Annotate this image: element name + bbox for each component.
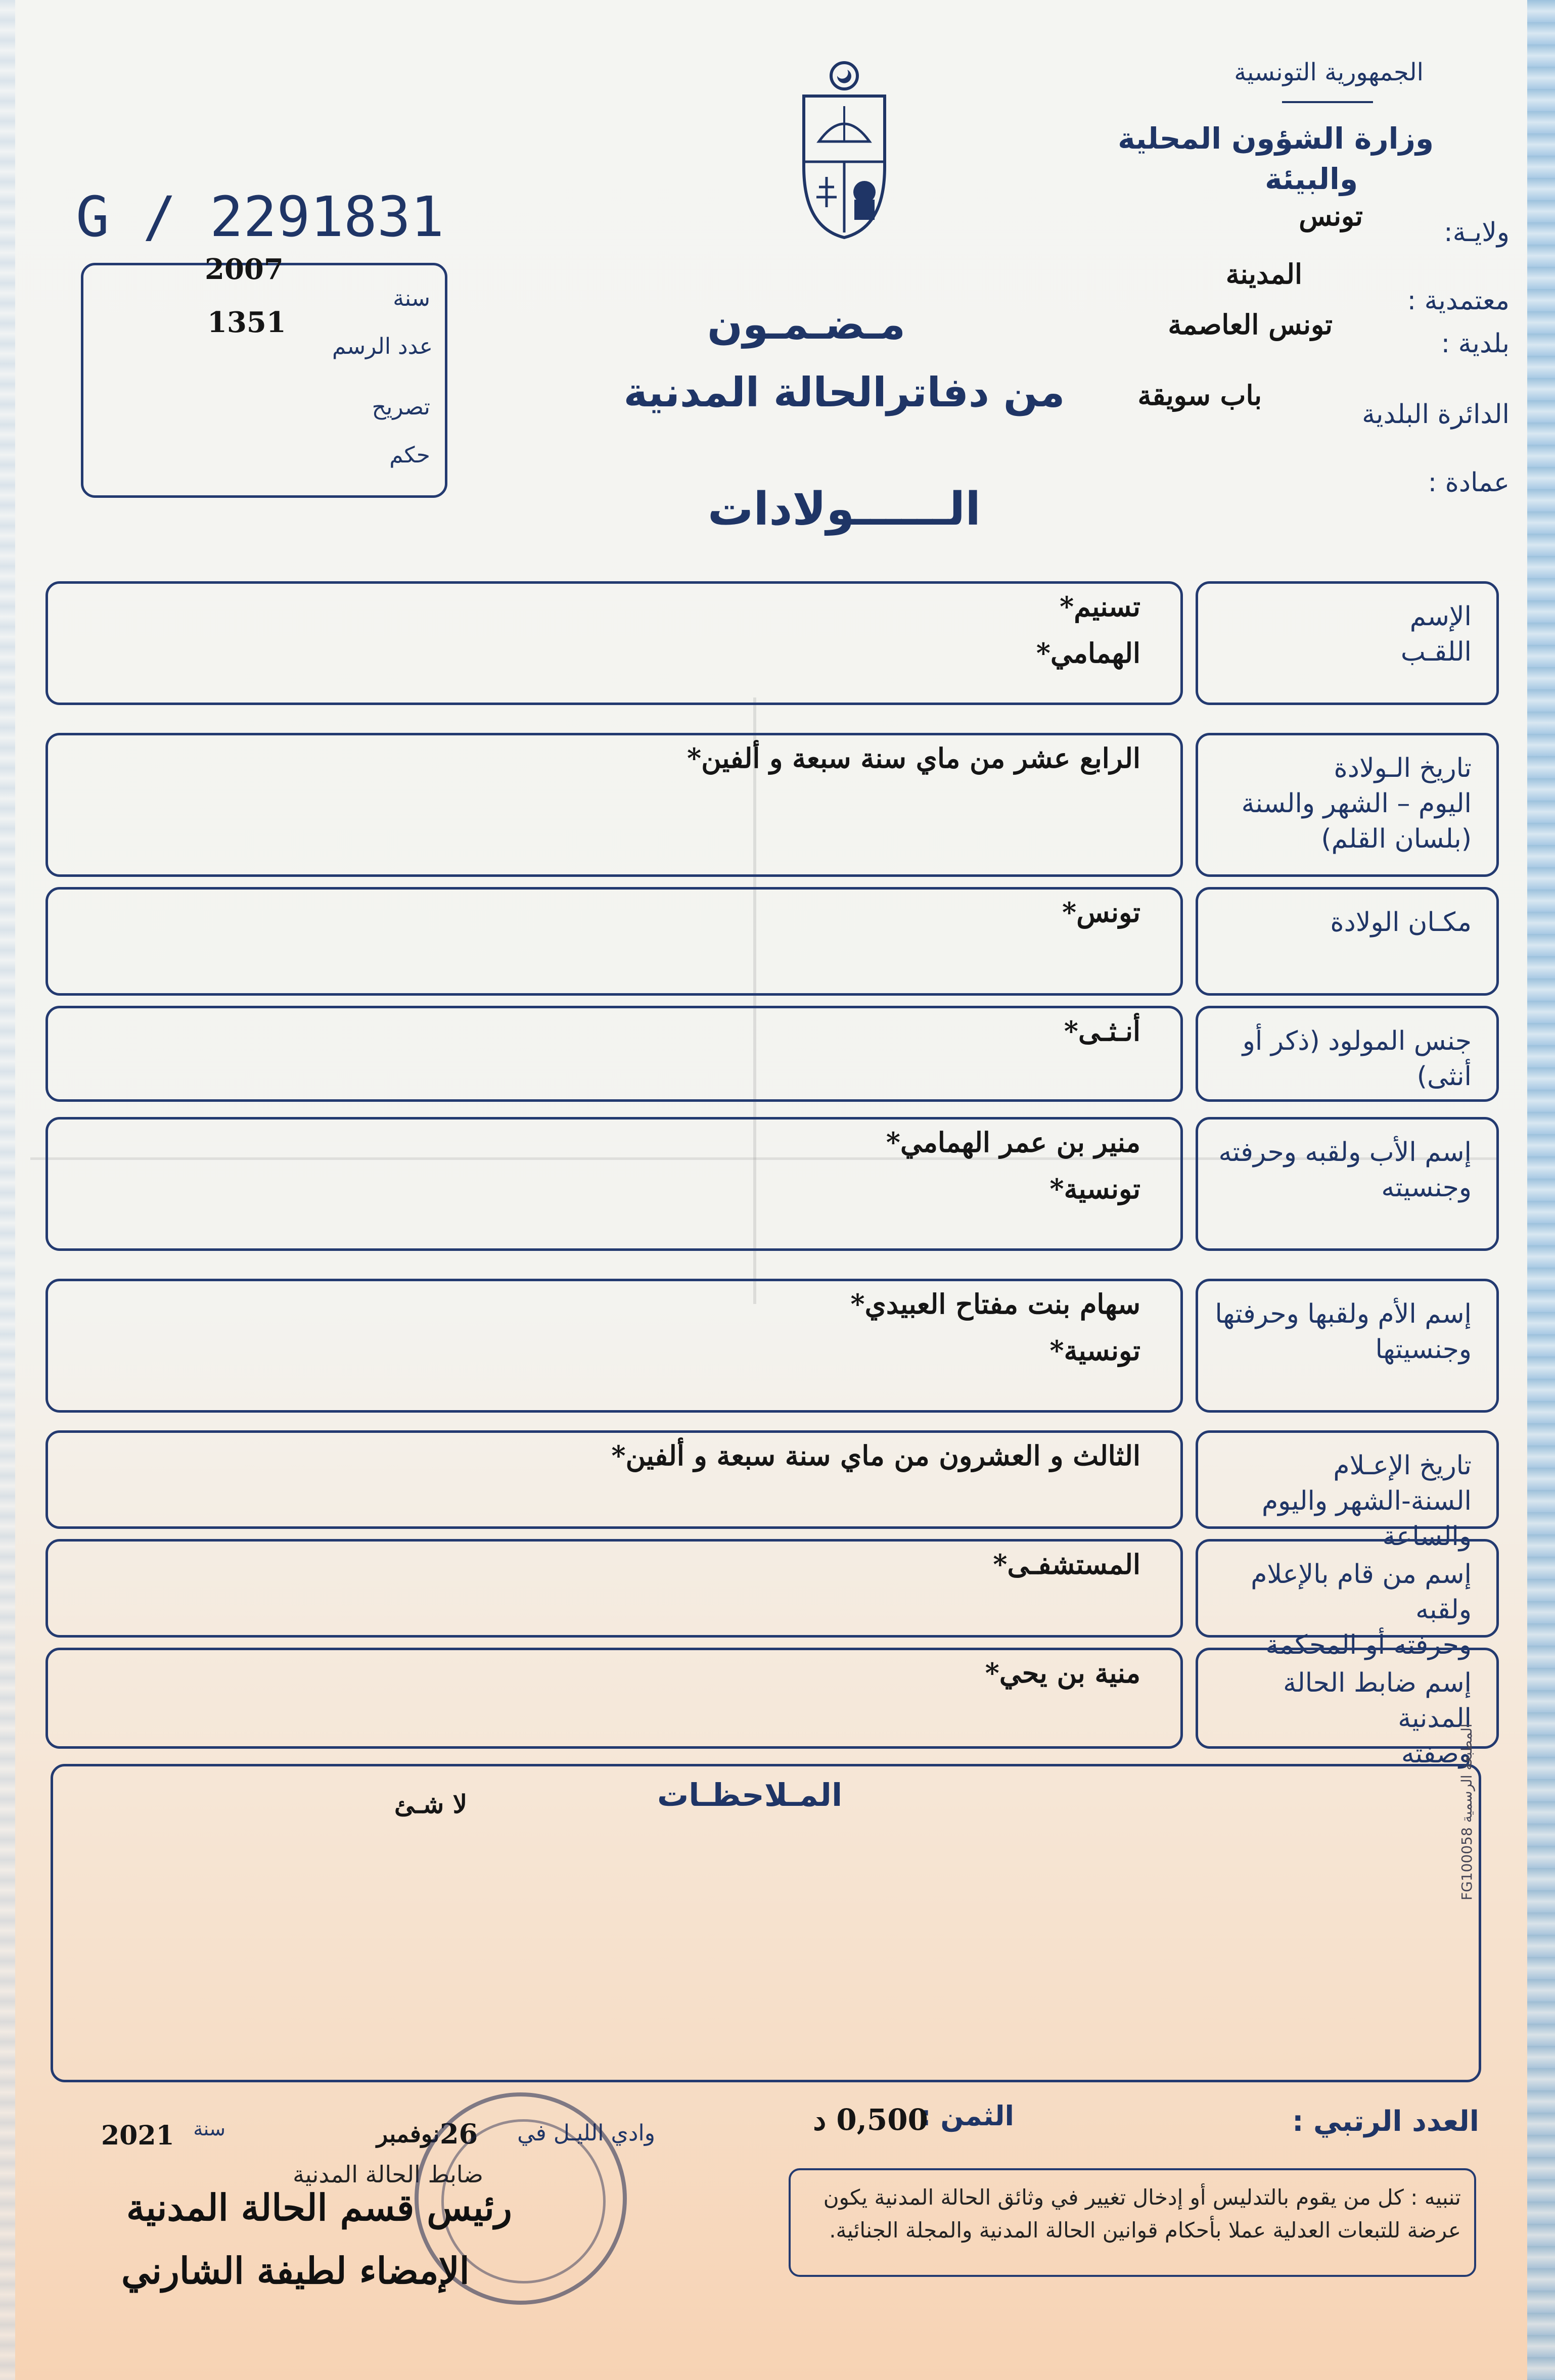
declaration-label: تصريح (372, 394, 430, 420)
field-value (886, 1119, 1140, 1212)
remarks-value: لا شـئ (394, 1789, 468, 1819)
field-label (1209, 1665, 1472, 1772)
place-date-prefix: وادي الليـل في (517, 2120, 655, 2146)
field-label-line: اللقـب (1400, 637, 1472, 668)
field-value-line: الرابع عشر من ماي سنة سبعة و ألفين* (687, 742, 1140, 774)
field-label-line: إسم ضابط الحالة المدنية (1283, 1668, 1472, 1734)
mootamadia-label: معتمدية : (1407, 286, 1510, 316)
field-label-line: الإسم (1409, 601, 1472, 632)
field-value (993, 1542, 1140, 1588)
stamp-signature-name: الإمضاء لطيفة الشارني (121, 2249, 470, 2292)
field-value-line: تسنيم* (1060, 590, 1140, 623)
tunisia-coat-of-arms-icon (789, 61, 900, 243)
mootamadia-value: المدينة (1225, 258, 1302, 290)
field-label-box (1196, 887, 1499, 996)
record-number-label: عدد الرسم (332, 334, 433, 359)
date-year-label: سنة (193, 2118, 225, 2140)
record-year-label: سنة (393, 286, 430, 311)
field-value-line: الثالث و العشرون من ماي سنة سبعة و ألفين* (611, 1439, 1140, 1472)
daira-label: الدائرة البلدية (1362, 399, 1510, 430)
document-title-births: الــــــولادات (707, 483, 981, 536)
price-value: 0,500 د (813, 2103, 928, 2137)
field-value-line: سهام بنت مفتاح العبيدي* (850, 1288, 1140, 1320)
field-label-line: (بلسان القلم) (1321, 824, 1472, 855)
field-value-box (45, 887, 1183, 996)
field-value-line: تونسية* (1049, 1334, 1140, 1367)
date-day: 26 (440, 2118, 478, 2150)
serial-number: G / 2291831 (76, 184, 444, 249)
ministry-line1: وزارة الشؤون المحلية (1118, 121, 1434, 156)
stamp-title: رئيس قسم الحالة المدنية (126, 2186, 512, 2229)
judgment-label: حكم (389, 442, 430, 468)
document-title-line2: من دفاترالحالة المدنية (623, 369, 1065, 416)
field-value (850, 1281, 1140, 1374)
field-label-line: إسم من قام بالإعلام ولقبه (1251, 1559, 1472, 1625)
ministry-line2: والبيئة (1265, 162, 1358, 196)
field-label (1209, 599, 1472, 670)
field-label-line: مكـان الولادة (1330, 907, 1472, 938)
daira-value: باب سويقة (1137, 379, 1262, 411)
field-value (611, 1433, 1140, 1479)
decorative-left-border (0, 0, 15, 2380)
field-value-box (45, 1006, 1183, 1102)
field-label-line: تاريخ الإعـلام (1333, 1451, 1472, 1481)
order-number-label: العدد الرتبي : (1292, 2105, 1479, 2138)
field-label-line: السنة-الشهر واليوم والساعة (1261, 1486, 1472, 1552)
field-value-box (45, 581, 1183, 705)
field-label-line: وجنسيتها (1375, 1334, 1472, 1365)
civil-officer-label: ضابط الحالة المدنية (293, 2161, 483, 2188)
remarks-label: المـلاحظـات (657, 1777, 843, 1813)
field-label-line: وحرفته أو المحكمة (1265, 1630, 1472, 1661)
field-label-line: وصفته (1401, 1739, 1472, 1769)
field-value (687, 735, 1140, 782)
field-label-line: اليوم – الشهر والسنة (1241, 788, 1472, 819)
field-value-line: تونس* (1062, 896, 1140, 928)
field-label (1209, 1135, 1472, 1205)
field-value-line: أنـثـى* (1064, 1015, 1140, 1047)
field-value-line: المستشفـى* (993, 1548, 1140, 1580)
field-value (985, 1650, 1140, 1697)
field-value-line: الهمامي* (1036, 636, 1140, 669)
baladia-value: تونس العاصمة (1168, 308, 1333, 341)
record-number-value: 1351 (207, 306, 286, 339)
field-label (1209, 1448, 1472, 1555)
decorative-right-border (1527, 0, 1555, 2380)
field-value (1062, 890, 1140, 936)
field-label (1209, 751, 1472, 857)
field-label-line: إسم الأب ولقبه وحرفته (1218, 1137, 1472, 1168)
field-label-line: إسم الأم ولقبها وحرفتها (1215, 1299, 1472, 1329)
field-value (1036, 584, 1140, 677)
field-label (1209, 1023, 1472, 1094)
date-year-value: 2021 (101, 2120, 174, 2151)
record-year-value: 2007 (205, 253, 284, 286)
field-label (1209, 1557, 1472, 1663)
field-label (1209, 905, 1472, 940)
baladia-label: بلدية : (1441, 329, 1510, 359)
wilaya-label: ولايـة: (1444, 217, 1510, 248)
printer-mark: المطبعة الرسمية FG100058 (1458, 1723, 1475, 1900)
field-label (1209, 1296, 1472, 1367)
field-value-line: تونسية* (1049, 1172, 1140, 1205)
date-month: نوفمبر (377, 2120, 440, 2148)
field-value-line: منير بن عمر الهمامي* (886, 1126, 1140, 1158)
field-label-line: جنس المولود (ذكر أو أنثى) (1242, 1026, 1472, 1092)
legal-warning-text: تنبيه : كل من يقوم بالتدليس أو إدخال تغيير في وثائق الحالة المدنية يكون عرضة للتبعات العدلية عملا بأحكام قوانين الحالة المدنية والمجلة الجنائية. (823, 2185, 1461, 2243)
field-label-line: تاريخ الـولادة (1334, 753, 1472, 783)
omada-label: عمادة : (1428, 468, 1510, 498)
field-value (1064, 1008, 1140, 1055)
field-value-line: منية بن يحي* (985, 1657, 1140, 1689)
header-divider (1282, 101, 1373, 103)
price-label: الثمن : (920, 2100, 1014, 2132)
republic-label: الجمهورية التونسية (1234, 58, 1424, 86)
field-label-line: وجنسيته (1381, 1173, 1472, 1203)
document-title-line1: مـضـمـون (707, 301, 906, 349)
wilaya-value: تونس (1299, 200, 1363, 232)
